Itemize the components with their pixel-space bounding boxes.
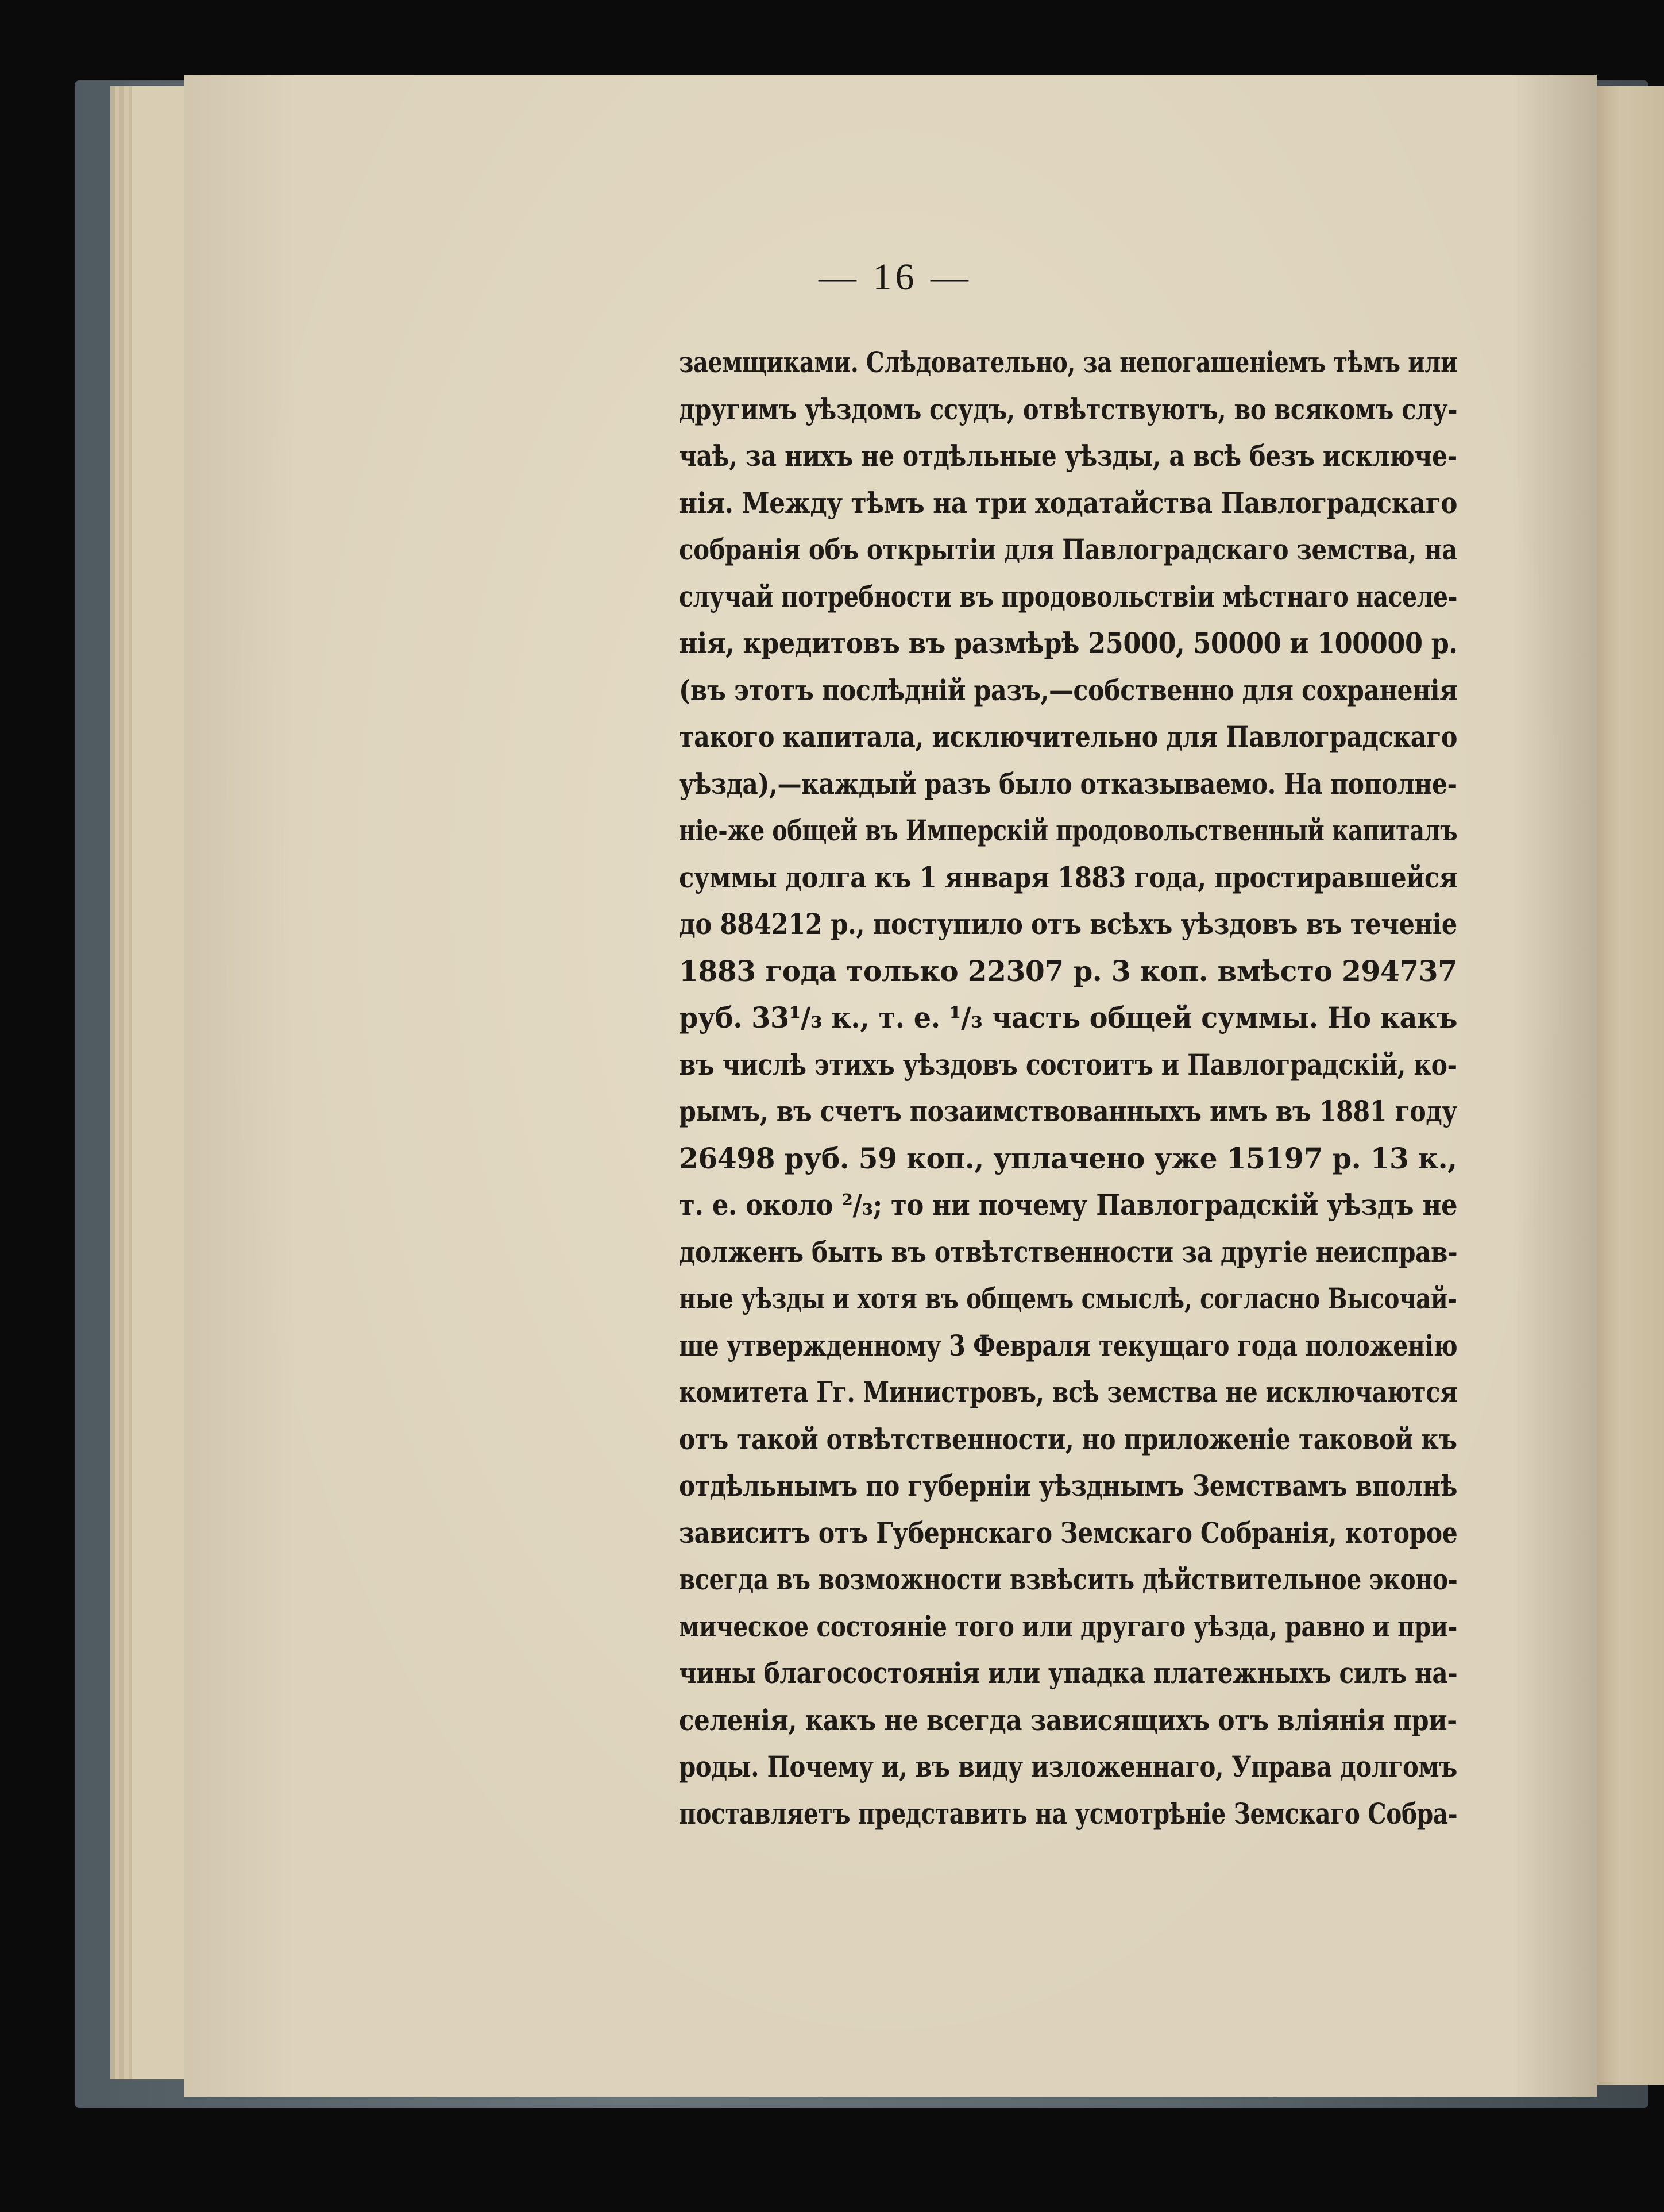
text-line: ніе-же общей въ Имперскій продовольственный капиталъ <box>679 813 1457 847</box>
text-line: до 884212 р., поступило отъ всѣхъ уѣздовъ въ теченіе <box>679 907 1457 941</box>
text-line: поставляетъ представить на усмотрѣніе Земскаго Собра- <box>679 1796 1457 1831</box>
text-line: въ числѣ этихъ уѣздовъ состоитъ и Павлоградскій, ко- <box>679 1047 1457 1082</box>
text-line: комитета Гг. Министровъ, всѣ земства не исключаются <box>679 1375 1457 1409</box>
text-line: 26498 руб. 59 коп., уплачено уже 15197 р. 13 к., <box>679 1141 1457 1175</box>
text-line: другимъ уѣздомъ ссудъ, отвѣтствуютъ, во всякомъ слу- <box>679 392 1457 426</box>
text-line: долженъ быть въ отвѣтственности за другіе неисправ- <box>679 1234 1457 1269</box>
body-text <box>679 339 1457 1837</box>
text-line: нія. Между тѣмъ на три ходатайства Павлоградскаго <box>679 485 1457 520</box>
text-line: отъ такой отвѣтственности, но приложеніе таковой къ <box>679 1422 1457 1456</box>
text-line: 1883 года только 22307 р. 3 коп. вмѣсто 294737 <box>679 953 1457 988</box>
text-line: случай потребности въ продовольствіи мѣстнаго населе- <box>679 579 1457 613</box>
text-line: такого капитала, исключительно для Павлоградскаго <box>679 720 1457 754</box>
text-line: ные уѣзды и хотя въ общемъ смыслѣ, согласно Высочай- <box>679 1281 1457 1315</box>
text-line: роды. Почему и, въ виду изложеннаго, Управа долгомъ <box>679 1750 1457 1784</box>
text-line: рымъ, въ счетъ позаимствованныхъ имъ въ 1881 году <box>679 1094 1457 1128</box>
text-line: заемщиками. Слѣдовательно, за непогашеніемъ тѣмъ или <box>679 345 1457 379</box>
text-line: нія, кредитовъ въ размѣрѣ 25000, 50000 и 100000 р. <box>679 626 1457 660</box>
text-line: руб. 33¹/₃ к., т. е. ¹/₃ часть общей суммы. Но какъ <box>679 1001 1457 1034</box>
text-line: ше утвержденному 3 Февраля текущаго года положенію <box>679 1328 1457 1362</box>
text-line: отдѣльнымъ по губерніи уѣзднымъ Земствамъ вполнѣ <box>679 1469 1457 1503</box>
text-line: мическое состояніе того или другаго уѣзда, равно и при- <box>679 1609 1457 1643</box>
page-number: — 16 — <box>819 256 972 298</box>
text-line: т. е. около ²/₃; то ни почему Павлоградскій уѣздъ не <box>679 1188 1457 1222</box>
text-line: уѣзда),—каждый разъ было отказываемо. На пополне- <box>679 766 1457 801</box>
text-line: чаѣ, за нихъ не отдѣльные уѣзды, а всѣ безъ исключе- <box>679 439 1457 473</box>
facing-page-edge <box>1591 86 1664 2085</box>
text-line: чины благосостоянія или упадка платежныхъ силъ на- <box>679 1656 1457 1690</box>
text-line: селенія, какъ не всегда зависящихъ отъ вліянія при- <box>679 1703 1457 1737</box>
text-line: собранія объ открытіи для Павлоградскаго земства, на <box>679 532 1457 566</box>
text-line: зависитъ отъ Губернскаго Земскаго Собранія, которое <box>679 1515 1457 1550</box>
text-line: суммы долга къ 1 января 1883 года, простиравшейся <box>679 860 1457 894</box>
text-line: всегда въ возможности взвѣсить дѣйствительное эконо- <box>679 1562 1457 1596</box>
text-line: (въ этотъ послѣдній разъ,—собственно для сохраненія <box>679 673 1457 707</box>
